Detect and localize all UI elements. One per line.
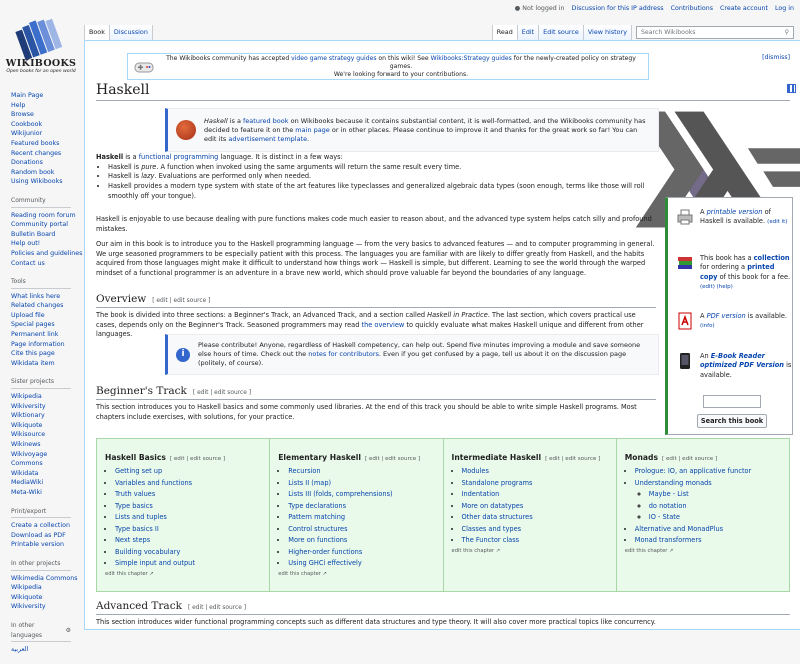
ip-discussion-link[interactable]: Discussion for this IP address [571, 5, 664, 12]
sidebar-other-item[interactable]: Wikiquote [11, 593, 43, 601]
chapter-link[interactable]: More on datatypes [461, 501, 524, 510]
chapter-link[interactable]: Monad transformers [634, 536, 702, 544]
overview-edit-link[interactable]: [ edit | edit source ] [152, 298, 211, 304]
chapter-link[interactable]: Recursion [288, 467, 321, 475]
printer-icon [676, 208, 694, 226]
sidebar-sister-item[interactable]: Wikipedia [11, 393, 42, 401]
col-monads [617, 439, 789, 591]
list-item: • Haskell is pure. A function when invoked using the same arguments will return the same result every time. [108, 163, 656, 173]
chapter-link[interactable]: Alternative and MonadPlus [634, 524, 724, 533]
chapter-item [288, 501, 436, 513]
sidebar-community [11, 196, 83, 268]
chapter-link[interactable]: Standalone programs [461, 478, 533, 487]
chapter-list [462, 466, 610, 547]
chapter-item [115, 466, 263, 478]
overview-link[interactable]: the overview [361, 320, 405, 329]
chapter-item [288, 524, 436, 536]
functional-programming-link[interactable]: functional programming [138, 153, 219, 161]
sidebar-tools-item[interactable]: Special pages [11, 321, 55, 329]
create-account-link[interactable]: Create account [719, 5, 768, 12]
chapter-link[interactable]: Type declarations [288, 501, 347, 510]
ebook-version-link[interactable]: E-Book Reader optimized PDF Version [700, 352, 784, 370]
chapter-item [115, 512, 263, 524]
title-divider [96, 100, 790, 101]
namespace-tabs [84, 25, 153, 40]
contributions-link[interactable]: Contributions [670, 5, 713, 12]
sidebar-tools-item[interactable]: Permanent link [11, 331, 59, 339]
sidebar-nav-item[interactable]: Cookbook [11, 120, 43, 128]
pdf-version-link[interactable]: PDF version [706, 312, 746, 320]
chapter-link[interactable]: Getting set up [115, 467, 163, 475]
advanced-heading: Advanced Track [ edit | edit source ] [96, 600, 247, 612]
intro-bullets [108, 163, 656, 202]
personal-tools [515, 5, 794, 12]
chapter-item [288, 466, 436, 478]
site-notice [127, 53, 649, 80]
sub-chapter-item [649, 489, 783, 501]
sidebar-other-item[interactable]: Wikiversity [11, 603, 46, 611]
qr-code-icon[interactable] [787, 84, 796, 93]
sidebar-sister-item[interactable]: Wikiquote [11, 421, 43, 429]
dismiss-button[interactable]: [dismiss] [762, 54, 790, 61]
chapter-item [462, 524, 610, 536]
sidebar-nav-item[interactable]: Wikijunior [11, 130, 43, 138]
col-intermediate-haskell [444, 439, 617, 591]
sidebar-print-item[interactable]: Create a collection [11, 522, 70, 530]
sidebar-tools-item[interactable]: Cite this page [11, 350, 55, 358]
chapter-item [635, 535, 783, 547]
chapter-item [115, 558, 263, 570]
sidebar-sister-item[interactable]: Wikinews [11, 441, 41, 448]
books-stack-icon [676, 254, 694, 272]
chapter-link[interactable]: Other data structures [461, 513, 533, 521]
sidebar-print-item[interactable]: Download as PDF [11, 531, 66, 539]
sidebar-nav-item[interactable]: Browse [11, 111, 34, 119]
col-edit-link[interactable]: [ edit | edit source ] [545, 456, 601, 462]
info-icon: i [176, 348, 190, 362]
logo-subtitle: Open books for an open world [6, 69, 76, 74]
tab-read[interactable]: Read [492, 25, 518, 40]
languages-label: In other languages [11, 621, 43, 639]
search-icon[interactable]: ⚲ [784, 29, 789, 36]
sidebar-other-item[interactable]: Wikimedia Commons [11, 574, 78, 582]
chapter-link[interactable]: Lists II (map) [288, 478, 332, 487]
edit-chapter-link[interactable]: edit this chapter ↗ [624, 547, 674, 554]
sidebar-header-other[interactable]: In other projects [11, 559, 71, 571]
sidebar-nav-item[interactable]: Main Page [11, 92, 44, 99]
sidebar-tools-item[interactable]: Page information [11, 340, 65, 348]
sidebar-other-projects [11, 559, 83, 612]
overview-paragraph: The book is divided into three sections: a Beginner's Track, an Advanced Track, and a section called Haskell in Practice. The last section, which covers practical use cases, depends only on the Beginner's Track. Seasoned programmers may read the overview to quickly evaluate what makes Haskell unique and different from other languages. [96, 311, 644, 339]
sidebar-print-item[interactable]: Printable version [11, 541, 65, 549]
tab-edit-source[interactable]: Edit source [539, 25, 584, 40]
sidebar [11, 91, 83, 664]
search-input[interactable] [636, 26, 794, 39]
pdf-icon [676, 312, 694, 330]
col-edit-link[interactable]: [ edit | edit source ] [662, 456, 718, 462]
sidebar-community-item[interactable]: Help out! [11, 240, 41, 248]
printable-edit-link[interactable]: (edit it) [767, 219, 788, 226]
sub-chapter-link[interactable]: IO - State [648, 513, 680, 521]
chapter-item [462, 478, 610, 490]
sidebar-languages [11, 621, 83, 655]
sidebar-tools-item[interactable]: Wikidata item [11, 359, 55, 367]
chapter-item [115, 478, 263, 490]
sidebar-nav-item[interactable]: Using Wikibooks [11, 178, 63, 186]
login-link[interactable]: Log in [775, 5, 794, 12]
edit-chapter-link[interactable]: edit this chapter ↗ [451, 547, 501, 554]
chapter-item [462, 535, 610, 547]
beginner-divider [96, 399, 656, 400]
sidebar-tools-item[interactable]: Related changes [11, 302, 64, 310]
sub-chapter-item [649, 512, 783, 524]
site-notice-text: The Wikibooks community has accepted video game strategy guides on this wiki! See Wikibooks:Strategy guides for the newly-created policy on strategy games. We're looking forward to your contributions. [166, 54, 636, 78]
beginner-edit-link[interactable]: [ edit | edit source ] [192, 390, 252, 396]
view-tabs [492, 25, 794, 40]
chapter-item [115, 501, 263, 513]
sub-chapter-link[interactable]: do notation [648, 501, 687, 510]
sidebar-sister-item[interactable]: MediaWiki [11, 479, 44, 487]
chapter-item [462, 501, 610, 513]
advanced-paragraph: This section introduces wider functional programming concepts such as different data structures and type theory. It will also cover more practical topics like concurrency. [96, 618, 656, 626]
chapter-link[interactable]: Prologue: IO, an applicative functor [634, 467, 752, 475]
sidebar-sister-item[interactable]: Wikidata [11, 469, 39, 477]
chapter-link[interactable]: Pattern matching [288, 513, 346, 521]
strategy-guides-link[interactable]: video game strategy guides [291, 54, 377, 62]
tab-discussion[interactable]: Discussion [110, 25, 153, 40]
logo-title: WIKIBOOKS [5, 58, 77, 69]
featured-text: Haskell is a featured book on Wikibooks because it contains substantial content, it is well-formatted, and the Wikibooks community has decided to feature it on the main page or in other places. Please continue to improve it and thanks for the great work so far! You can edit its advertisement template. [204, 116, 646, 143]
sidebar-sister-item[interactable]: Wikivoyage [11, 450, 48, 458]
chapter-link[interactable]: Understanding monads [634, 478, 712, 487]
sidebar-sister-item[interactable]: Wikisource [11, 431, 46, 439]
chapter-item [635, 466, 783, 478]
search-book-button[interactable]: Search this book [697, 414, 767, 428]
chapter-item [288, 489, 436, 501]
ebook-version-item: An E-Book Reader optimized PDF Version is available. [676, 352, 792, 380]
ebook-reader-icon [676, 352, 694, 370]
chapter-link[interactable]: Lists III (folds, comprehensions) [288, 490, 393, 498]
beginner-track-table [96, 438, 790, 592]
sidebar-community-item[interactable]: Contact us [11, 259, 45, 267]
printed-copy-link[interactable]: printed copy [700, 263, 775, 281]
chapter-link[interactable]: Variables and functions [115, 478, 193, 487]
edit-chapter-link[interactable]: edit this chapter ↗ [278, 570, 327, 577]
chapter-item [115, 547, 263, 559]
gamepad-icon [134, 60, 154, 74]
tab-view-history[interactable]: View history [584, 25, 632, 40]
strategy-policy-link[interactable]: Wikibooks:Strategy guides [430, 54, 512, 62]
chapter-link[interactable]: Type basics [115, 501, 153, 510]
advertisement-template-link[interactable]: advertisement template [228, 134, 308, 143]
col-title: Monads [624, 453, 659, 462]
user-icon: ● [514, 5, 521, 12]
sidebar-sister-item[interactable]: Commons [11, 460, 43, 468]
chapter-item [288, 478, 436, 490]
sidebar-navigation [11, 91, 83, 187]
sub-chapter-link[interactable]: Maybe - List [648, 490, 689, 498]
sidebar-nav-item[interactable]: Recent changes [11, 149, 62, 157]
sidebar-header-sister[interactable]: Sister projects [11, 377, 71, 389]
col-edit-link[interactable]: [ edit | edit source ] [364, 456, 421, 462]
chapter-link[interactable]: Modules [461, 467, 489, 475]
sidebar-header-tools[interactable]: Tools [11, 277, 71, 289]
not-logged-in [515, 5, 565, 12]
site-logo[interactable] [4, 14, 78, 78]
advanced-edit-link[interactable]: [ edit | edit source ] [187, 605, 247, 611]
chapter-link[interactable]: Control structures [288, 524, 348, 533]
chapter-item [462, 512, 610, 524]
sidebar-header-languages[interactable] [11, 621, 71, 642]
sidebar-print [11, 507, 83, 550]
overview-divider [96, 307, 656, 308]
sidebar-tools [11, 277, 83, 368]
collection-link[interactable]: collection [753, 254, 790, 262]
chapter-item [115, 489, 263, 501]
chapter-link[interactable]: Indentation [461, 490, 500, 498]
sidebar-sister-item[interactable]: Meta-Wiki [11, 488, 42, 496]
chapter-link[interactable]: Classes and types [461, 524, 522, 533]
sub-chapter-list [649, 489, 783, 524]
collection-edit-help-link[interactable]: (edit) (help) [700, 284, 733, 291]
sidebar-header-print[interactable]: Print/export [11, 507, 71, 519]
chapter-item [288, 558, 436, 570]
chapter-item [635, 478, 783, 524]
chapter-link[interactable]: Next steps [115, 536, 151, 544]
list-item: • Haskell provides a modern type system with state of the art features like typeclasses and generalized algebraic data types (soon enough, terms like those will roll smoothly off your tongue). [108, 182, 656, 201]
col-title: Intermediate Haskell [451, 453, 542, 462]
sidebar-nav-item[interactable]: Featured books [11, 139, 60, 147]
list-item: • Haskell is lazy. Evaluations are performed only when needed. [108, 172, 656, 182]
chapter-item [635, 524, 783, 536]
contribute-notice [165, 334, 659, 375]
beginner-paragraph: This section introduces you to Haskell basics and some commonly used libraries. At the end of this track you should be able to write simple Haskell programs. Most chapters include exercises, with solutions, for your practice. [96, 403, 637, 421]
intro-paragraph-3: Our aim in this book is to introduce you to the Haskell programming language — from the very basics to advanced features — and to computer programming in general. We urge seasoned programmers to be especially patient with this process. The languages you are familiar with are likely to differ greatly from Haskell, and the habits acquired from those languages might make it difficult to understand how things work — Haskell is simple, but different. Learning to see the world through the warped mindset of a functional programmer is an adventure in a brave new world, which should prove valuable far beyond the boundaries of any language. [96, 240, 655, 278]
main-content [84, 40, 800, 630]
col-elementary-haskell [270, 439, 443, 591]
chapter-link[interactable]: Lists and tuples [115, 513, 167, 521]
printable-version-item: A printable version of Haskell is available. (edit it) [676, 208, 792, 228]
sidebar-community-item[interactable]: Bulletin Board [11, 230, 56, 238]
sidebar-community-item[interactable]: Reading room forum [11, 211, 76, 219]
page-title: Haskell [96, 82, 150, 98]
sidebar-header-community[interactable]: Community [11, 196, 71, 208]
sidebar-sister [11, 377, 83, 497]
chapter-list [288, 466, 436, 570]
gear-icon[interactable]: ⚙ [65, 626, 71, 634]
featured-book-link[interactable]: featured book [243, 116, 289, 125]
sidebar-lang-item[interactable]: العربية [11, 646, 29, 654]
wikibooks-logo-icon [13, 14, 69, 60]
notes-for-contributors-link[interactable]: notes for contributors [308, 350, 379, 358]
sidebar-tools-item[interactable]: What links here [11, 292, 61, 300]
sidebar-community-item[interactable]: Policies and guidelines [11, 249, 83, 257]
chapter-item [288, 512, 436, 524]
chapter-item [115, 535, 263, 547]
col-title: Haskell Basics [105, 453, 166, 462]
chapter-item [288, 547, 436, 559]
col-haskell-basics [97, 439, 270, 591]
intro-paragraph: Haskell is a functional programming language. It is distinct in a few ways: • Haskell is pure. A function when invoked using the same arguments will return the same result every time. • Haskell is lazy. Evaluations are performed only when needed. • Haskell provides a modern type system with state of the art features like typeclasses and generalized algebraic data types (soon enough, terms like those will roll smoothly off your tongue). [96, 153, 656, 202]
featured-book-notice [165, 108, 659, 152]
tab-edit[interactable]: Edit [518, 25, 539, 40]
chapter-item [115, 524, 263, 536]
col-title: Elementary Haskell [278, 453, 361, 462]
chapter-link[interactable]: Using GHCi effectively [288, 559, 362, 567]
sidebar-community-item[interactable]: Community portal [11, 221, 68, 229]
chapter-item [462, 489, 610, 501]
contribute-text: Please contribute! Anyone, regardless of Haskell competency, can help out. Spend five minutes improving a module and save someone else hours of time. Check out the notes for contributors. Even if you get confused by a page, tell us about it on the discussion page (politely, of course). [198, 341, 641, 367]
intro-paragraph-2: Haskell is enjoyable to use because dealing with pure functions makes code much easier to reason about, and the advanced type system helps catch silly and profound mistakes. [96, 215, 652, 233]
chapter-item [462, 466, 610, 478]
chapter-link[interactable]: Building vocabulary [115, 547, 181, 556]
tab-book[interactable]: Book [84, 25, 110, 40]
sidebar-nav-item[interactable]: Donations [11, 159, 43, 167]
sidebar-nav-item[interactable]: Random book [11, 168, 55, 176]
chapter-link[interactable]: The Functor class [461, 536, 520, 544]
col-edit-link[interactable]: [ edit | edit source ] [169, 456, 226, 462]
chapter-link[interactable]: Simple input and output [115, 559, 195, 567]
sidebar-nav-item[interactable]: Help [11, 101, 26, 109]
sidebar-sister-item[interactable]: Wiktionary [11, 412, 45, 420]
search-placeholder: Search Wikibooks [641, 29, 696, 36]
sidebar-sister-item[interactable]: Wikiversity [11, 402, 46, 410]
edit-chapter-link[interactable]: edit this chapter ↗ [105, 570, 154, 577]
collection-item: This book has a collection for ordering a printed copy of this book for a fee. (edit) (help) [676, 254, 792, 293]
search-book-input[interactable] [703, 395, 761, 408]
printable-version-link[interactable]: printable version [706, 208, 763, 216]
chapter-link[interactable]: Type basics II [115, 524, 159, 533]
not-logged-in-label: Not logged in [522, 5, 565, 12]
main-page-link[interactable]: main page [295, 125, 330, 134]
chapter-list [115, 466, 263, 570]
sidebar-other-item[interactable]: Wikipedia [11, 584, 42, 592]
advanced-divider [96, 614, 790, 615]
beginner-heading: Beginner's Track [ edit | edit source ] [96, 385, 252, 397]
chapter-list [635, 466, 783, 547]
overview-heading: Overview [ edit | edit source ] [96, 293, 211, 305]
sub-chapter-item [649, 501, 783, 513]
chapter-link[interactable]: More on functions [288, 536, 348, 544]
pdf-version-item: A PDF version is available. (info) [676, 312, 792, 332]
sidebar-tools-item[interactable]: Upload file [11, 311, 45, 319]
featured-medal-icon [176, 120, 196, 140]
chapter-link[interactable]: Truth values [115, 490, 156, 498]
chapter-item [288, 535, 436, 547]
chapter-link[interactable]: Higher-order functions [288, 547, 363, 556]
pdf-info-link[interactable]: (info) [700, 323, 715, 330]
